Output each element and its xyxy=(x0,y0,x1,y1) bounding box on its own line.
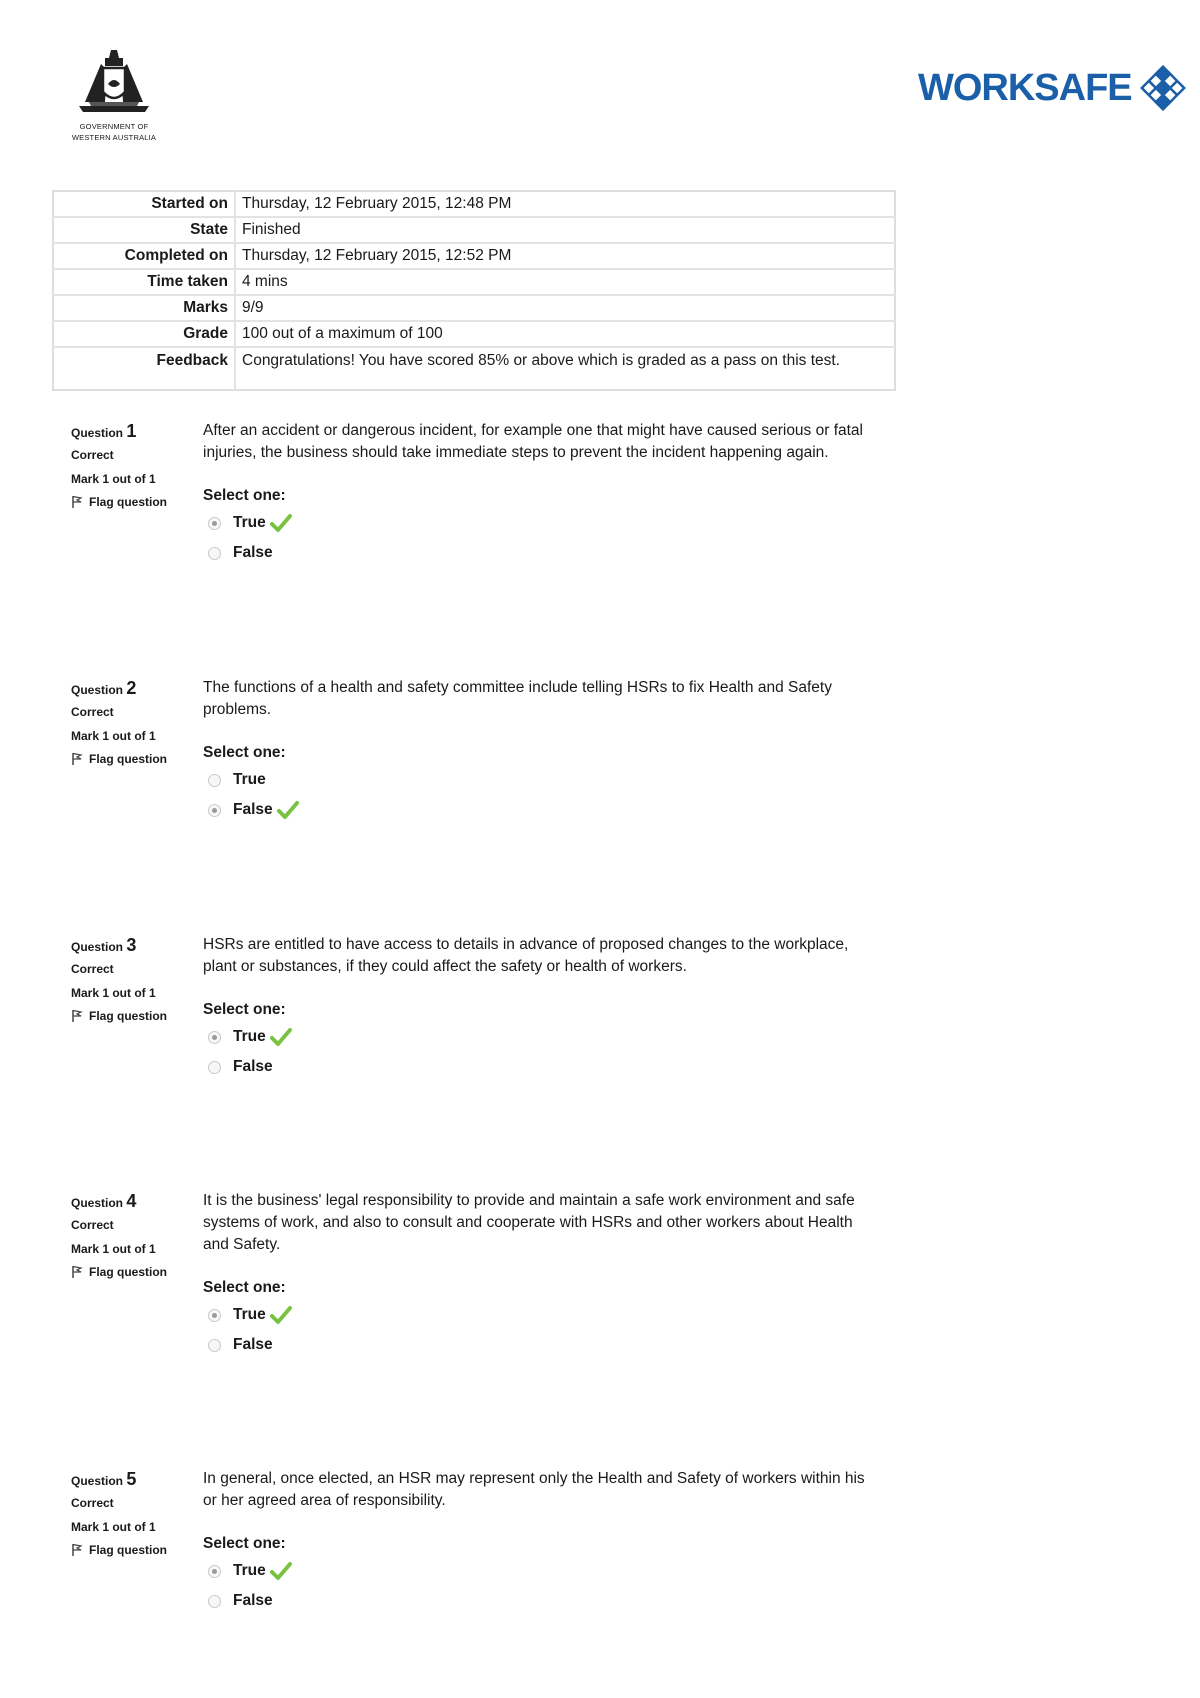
answer-label: False xyxy=(233,801,273,818)
radio-button[interactable] xyxy=(208,1309,221,1322)
answer-label: False xyxy=(233,1058,273,1075)
question-text: In general, once elected, an HSR may represent only the Health and Safety of workers within his or her agreed area of responsibility. xyxy=(203,1470,865,1509)
page-header xyxy=(0,0,1200,150)
question-label: Question xyxy=(71,683,124,697)
answer-option[interactable] xyxy=(203,1586,873,1616)
question-label: Question xyxy=(71,940,124,954)
worksafe-logo xyxy=(918,56,1194,120)
question-mark: Mark 1 out of 1 xyxy=(71,1520,156,1534)
question-number-value: 4 xyxy=(126,1191,137,1211)
question-number-value: 3 xyxy=(126,935,137,955)
question-state: Correct xyxy=(71,962,114,976)
flag-question-label: Flag question xyxy=(89,752,167,766)
answer-options xyxy=(203,1556,873,1616)
question-number xyxy=(71,1468,191,1490)
summary-label: Feedback xyxy=(53,347,235,390)
answer-option[interactable] xyxy=(203,1300,873,1330)
question-content xyxy=(203,677,873,825)
answer-option[interactable] xyxy=(203,1052,873,1082)
flag-question-label: Flag question xyxy=(89,495,167,509)
answer-label: True xyxy=(233,1306,266,1323)
question-info xyxy=(71,1468,191,1562)
radio-button[interactable] xyxy=(208,1595,221,1608)
worksafe-wordmark: WORKSAFE xyxy=(918,66,1132,109)
flag-icon xyxy=(71,1265,83,1279)
question-number-value: 5 xyxy=(126,1469,137,1489)
flag-icon xyxy=(71,752,83,766)
summary-value: Finished xyxy=(235,217,895,243)
radio-button[interactable] xyxy=(208,774,221,787)
summary-row-marks xyxy=(53,295,895,321)
summary-label: Marks xyxy=(53,295,235,321)
gov-logo-line-2: WESTERN AUSTRALIA xyxy=(71,133,157,142)
summary-value: Thursday, 12 February 2015, 12:48 PM xyxy=(235,191,895,217)
answer-option[interactable] xyxy=(203,1022,873,1052)
question-number xyxy=(71,1190,191,1212)
question-state: Correct xyxy=(71,1496,114,1510)
question-label: Question xyxy=(71,1196,124,1210)
summary-value: 4 mins xyxy=(235,269,895,295)
summary-row-completed xyxy=(53,243,895,269)
summary-row-grade xyxy=(53,321,895,347)
answer-label: False xyxy=(233,544,273,561)
flag-question-link[interactable] xyxy=(71,1538,191,1562)
answer-option[interactable] xyxy=(203,538,873,568)
gov-logo-line-1: GOVERNMENT OF xyxy=(79,122,149,131)
flag-icon xyxy=(71,1543,83,1557)
worksafe-diamond-icon xyxy=(1132,57,1194,119)
question-state: Correct xyxy=(71,448,114,462)
question-info xyxy=(71,420,191,514)
question-mark: Mark 1 out of 1 xyxy=(71,986,156,1000)
radio-button[interactable] xyxy=(208,547,221,560)
answer-option[interactable] xyxy=(203,1556,873,1586)
correct-check-icon xyxy=(270,1027,292,1047)
question-number xyxy=(71,934,191,956)
radio-button[interactable] xyxy=(208,804,221,817)
radio-button[interactable] xyxy=(208,1339,221,1352)
flag-icon xyxy=(71,495,83,509)
question-content xyxy=(203,1190,873,1360)
question-content xyxy=(203,420,873,568)
select-prompt: Select one: xyxy=(203,487,286,504)
answer-label: True xyxy=(233,1028,266,1045)
summary-label: State xyxy=(53,217,235,243)
flag-question-label: Flag question xyxy=(89,1009,167,1023)
select-prompt: Select one: xyxy=(203,1001,286,1018)
question-label: Question xyxy=(71,426,124,440)
question-content xyxy=(203,934,873,1082)
flag-question-label: Flag question xyxy=(89,1265,167,1279)
question-mark: Mark 1 out of 1 xyxy=(71,1242,156,1256)
answer-option[interactable] xyxy=(203,1330,873,1360)
question-number xyxy=(71,420,191,442)
answer-options xyxy=(203,765,873,825)
answer-label: True xyxy=(233,771,266,788)
answer-options xyxy=(203,1022,873,1082)
summary-value: Thursday, 12 February 2015, 12:52 PM xyxy=(235,243,895,269)
summary-value: 100 out of a maximum of 100 xyxy=(235,321,895,347)
answer-label: True xyxy=(233,514,266,531)
question-info xyxy=(71,677,191,771)
answer-option[interactable] xyxy=(203,765,873,795)
select-prompt: Select one: xyxy=(203,1279,286,1296)
answer-label: False xyxy=(233,1592,273,1609)
answer-options xyxy=(203,1300,873,1360)
question-info xyxy=(71,934,191,1028)
question-info xyxy=(71,1190,191,1284)
flag-question-link[interactable] xyxy=(71,490,191,514)
answer-label: False xyxy=(233,1336,273,1353)
radio-button[interactable] xyxy=(208,1031,221,1044)
correct-check-icon xyxy=(270,513,292,533)
correct-check-icon xyxy=(277,800,299,820)
summary-label: Started on xyxy=(53,191,235,217)
summary-value: 9/9 xyxy=(235,295,895,321)
answer-label: True xyxy=(233,1562,266,1579)
question-mark: Mark 1 out of 1 xyxy=(71,472,156,486)
question-label: Question xyxy=(71,1474,124,1488)
summary-row-time-taken xyxy=(53,269,895,295)
answer-options xyxy=(203,508,873,568)
flag-question-link[interactable] xyxy=(71,1004,191,1028)
summary-row-started xyxy=(53,191,895,217)
question-text: It is the business' legal responsibility to provide and maintain a safe work environment and safe systems of work, and also to consult and cooperate with HSRs and other workers about Health and Safety. xyxy=(203,1192,855,1253)
summary-label: Completed on xyxy=(53,243,235,269)
question-state: Correct xyxy=(71,705,114,719)
question-number-value: 1 xyxy=(126,421,137,441)
correct-check-icon xyxy=(270,1305,292,1325)
answer-option[interactable] xyxy=(203,508,873,538)
summary-row-feedback xyxy=(53,347,895,390)
flag-question-link[interactable] xyxy=(71,1260,191,1284)
radio-button[interactable] xyxy=(208,1565,221,1578)
coat-of-arms-icon xyxy=(71,40,157,120)
question-state: Correct xyxy=(71,1218,114,1232)
summary-label: Time taken xyxy=(53,269,235,295)
question-text: After an accident or dangerous incident, for example one that might have caused serious or fatal injuries, the business should take immediate steps to prevent the incident happening again. xyxy=(203,422,863,461)
flag-icon xyxy=(71,1009,83,1023)
radio-button[interactable] xyxy=(208,1061,221,1074)
answer-option[interactable] xyxy=(203,795,873,825)
correct-check-icon xyxy=(270,1561,292,1581)
question-mark: Mark 1 out of 1 xyxy=(71,729,156,743)
summary-value: Congratulations! You have scored 85% or above which is graded as a pass on this test. xyxy=(242,352,840,369)
question-number-value: 2 xyxy=(126,678,137,698)
wa-government-logo xyxy=(64,40,164,140)
attempt-summary-table xyxy=(52,190,896,391)
select-prompt: Select one: xyxy=(203,744,286,761)
select-prompt: Select one: xyxy=(203,1535,286,1552)
summary-label: Grade xyxy=(53,321,235,347)
question-text: The functions of a health and safety committee include telling HSRs to fix Health and Safety problems. xyxy=(203,679,832,718)
flag-question-link[interactable] xyxy=(71,747,191,771)
question-content xyxy=(203,1468,873,1616)
flag-question-label: Flag question xyxy=(89,1543,167,1557)
question-number xyxy=(71,677,191,699)
summary-row-state xyxy=(53,217,895,243)
question-text: HSRs are entitled to have access to details in advance of proposed changes to the workplace, plant or substances, if they could affect the safety or health of workers. xyxy=(203,936,849,975)
radio-button[interactable] xyxy=(208,517,221,530)
